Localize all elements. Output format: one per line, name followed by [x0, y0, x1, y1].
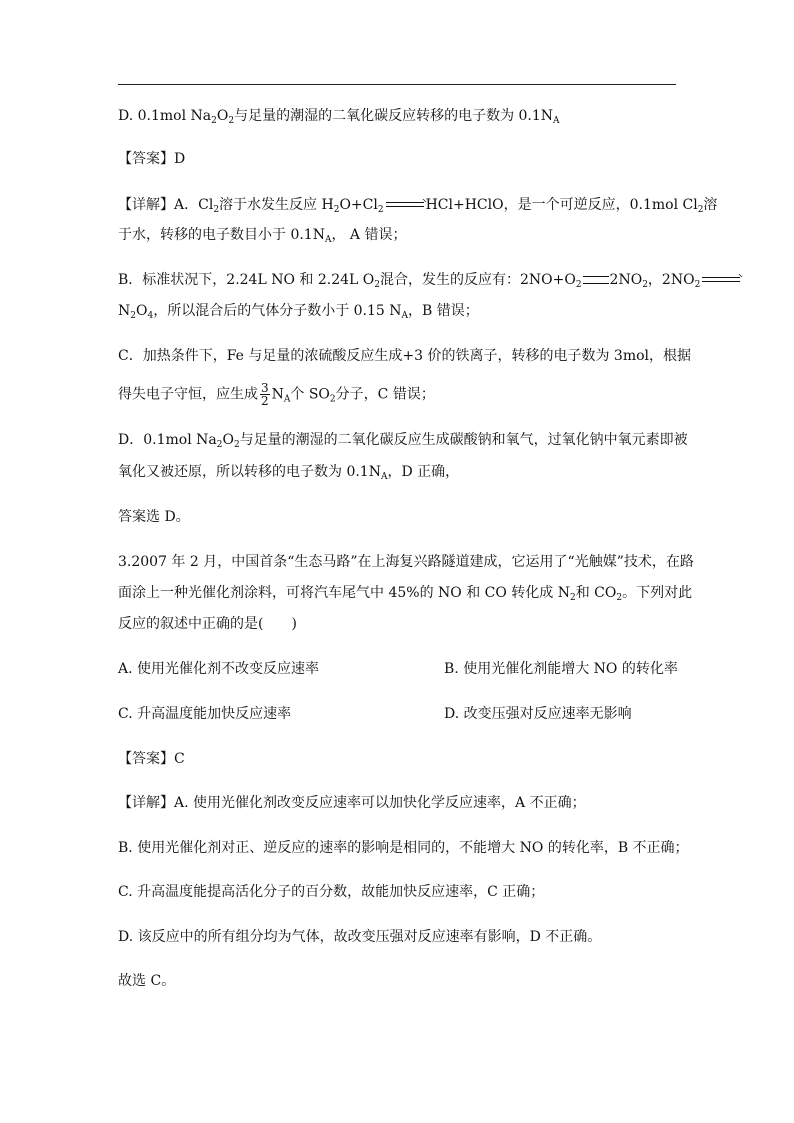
q2-detail-b-line1: B．标准状况下，2.24L NO 和 2.24L $O_2$混合，发生的反应有：$2NO+O_2$ $2NO_2$，$2NO_2$: [118, 271, 742, 289]
q3-stem-line1: 3.2007 年 2 月，中国首条“生态马路”在上海复兴路隧道建成，它运用了“光触媒”技术，在路: [118, 554, 694, 570]
q3-detail-d: D. 该反应中的所有组分均为气体，故改变压强对反应速率有影响，D 不正确。: [118, 929, 602, 945]
q2-answer: 【答案】D: [118, 151, 186, 167]
q2-detail-a-line1: 【详解】A．$Cl_2$溶于水发生反应 $H_2O+Cl_2$ HCl+HClO，是一个可逆反应，0.1mol $Cl_2$溶: [118, 197, 718, 215]
reversible-arrow-icon: [702, 276, 740, 284]
q3-option-d: D. 改变压强对反应速率无影响: [444, 706, 632, 722]
q3-detail-c: C. 升高温度能提高活化分子的百分数，故能加快反应速率，C 正确；: [118, 884, 545, 900]
q3-stem-line2: 面涂上一种光催化剂涂料，可将汽车尾气中 45%的 NO 和 CO 转化成 $N_2$和 $CO_2$。下列对此: [118, 585, 693, 603]
reversible-arrow-icon: [386, 201, 424, 209]
q2-detail-d-line2: 氧化又被还原，所以转移的电子数为 $0.1N_A$，D 正确，: [118, 464, 460, 482]
q3-stem-line3: 反应的叙述中正确的是( ): [118, 616, 297, 632]
q3-detail-b: B. 使用光催化剂对正、逆反应的速率的影响是相同的，不能增大 NO 的转化率，B 不正确；: [118, 840, 689, 856]
q3-detail-a: 【详解】A. 使用光催化剂改变反应速率可以加快化学反应速率，A 不正确；: [118, 795, 586, 811]
q2-detail-b-line2: $N_2O_4$，所以混合后的气体分子数小于 0.15 $N_A$，B 错误；: [118, 303, 479, 321]
fraction: $\frac{3}{2}$: [261, 381, 269, 408]
q2-detail-c-line1: C．加热条件下，Fe 与足量的浓硫酸反应生成+3 价的铁离子，转移的电子数为 3mol，根据: [118, 348, 692, 364]
equals-sign-icon: [583, 276, 609, 284]
q3-option-b: B. 使用光催化剂能增大 NO 的转化率: [444, 661, 678, 677]
q2-conclusion: 答案选 D。: [118, 509, 190, 525]
q3-conclusion: 故选 C。: [118, 973, 176, 989]
q3-option-c: C. 升高温度能加快反应速率: [118, 706, 292, 722]
q3-answer: 【答案】C: [118, 751, 185, 767]
header-rule: [118, 84, 676, 85]
q2-detail-c-line2: 得失电子守恒，应生成 $\frac{3}{2}$ $N_A$个 $SO_2$分子，C 错误；: [118, 381, 435, 408]
q2-option-d: D. 0.1mol $Na_2O_2$与足量的潮湿的二氧化碳反应转移的电子数为 $0.1N_A$: [118, 108, 560, 126]
q2-detail-a-line2: 于水，转移的电子数目小于 $0.1N_A$， A 错误；: [118, 227, 407, 245]
q3-option-a: A. 使用光催化剂不改变反应速率: [118, 661, 320, 677]
q2-detail-d-line1: D．0.1mol $Na_2O_2$与足量的潮湿的二氧化碳反应生成碳酸钠和氧气，过氧化钠中氧元素即被: [118, 432, 688, 450]
